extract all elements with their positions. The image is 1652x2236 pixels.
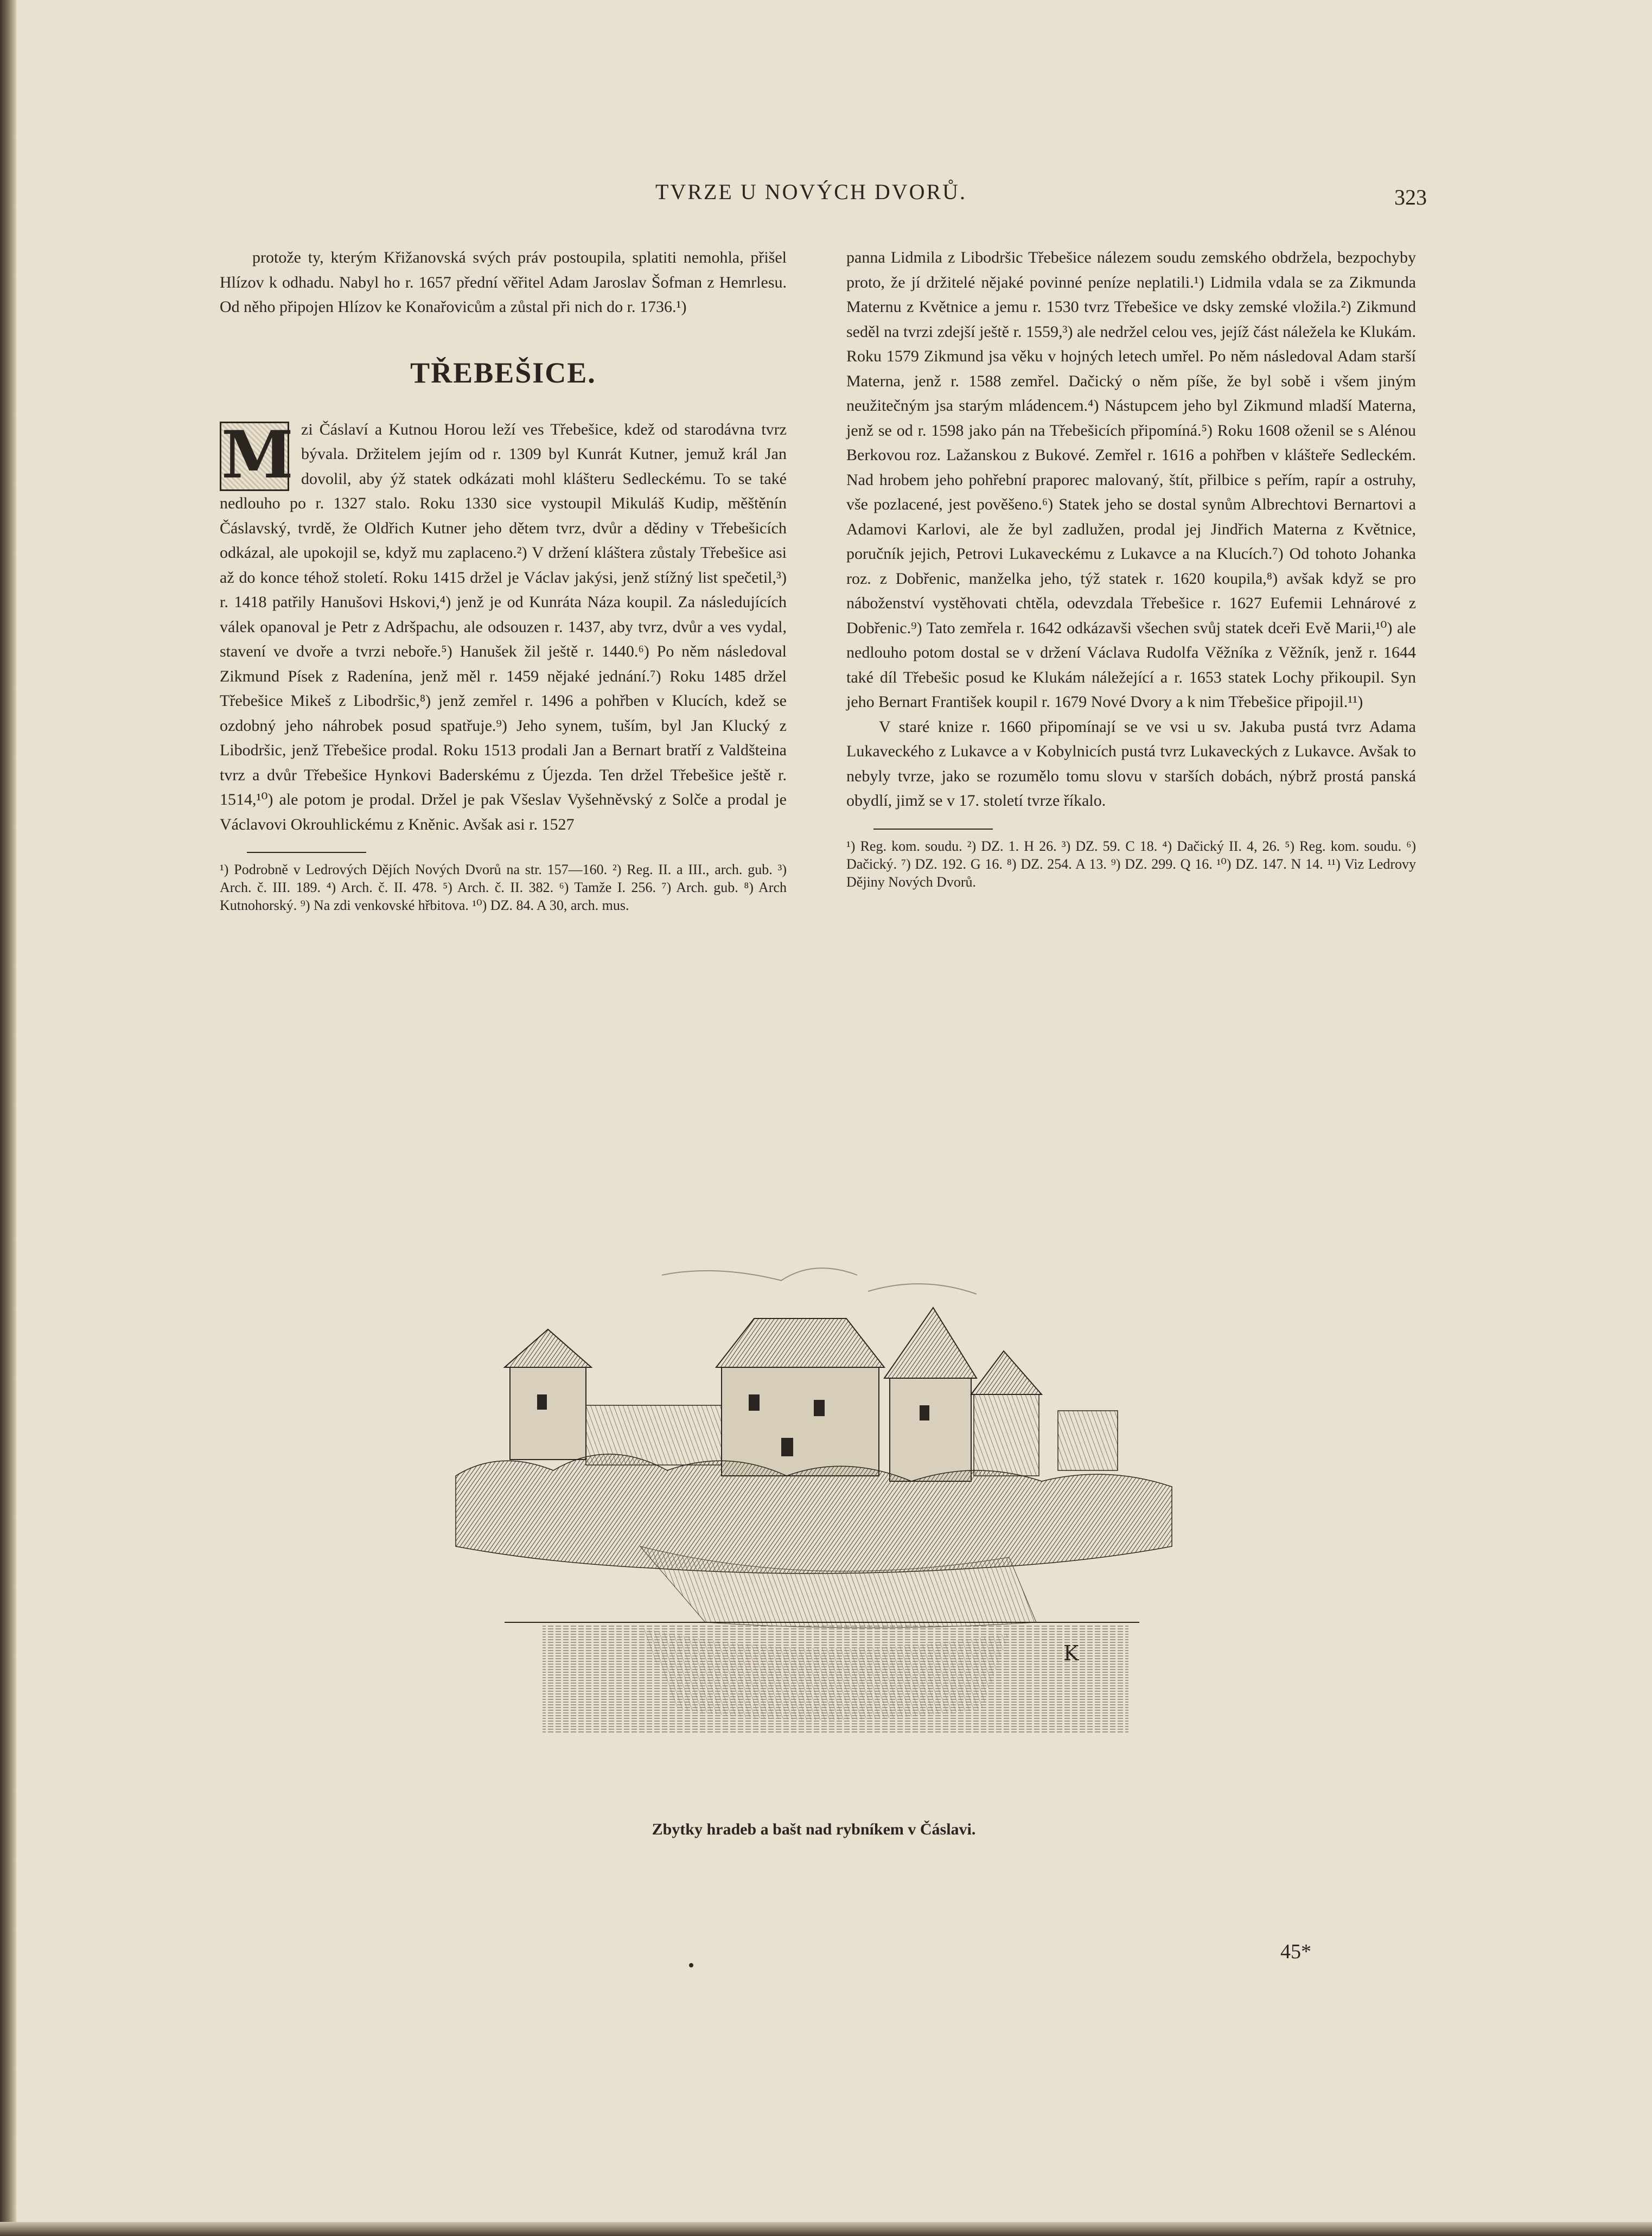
- signature-mark: 45*: [1280, 1940, 1311, 1963]
- left-footnotes: ¹) Podrobně v Ledrových Dějích Nových Dvorů na str. 157—160. ²) Reg. II. a III., arch. gub. ³) Arch. č. III. 189. ⁴) Arch. č. II. 478. ⁵) Arch. č. II. 382. ⁶) Tamže I. 256. ⁷) Arch. gub. ⁸) Arch Kutnohorský. ⁹) Na zdi venkovské hřbitova. ¹⁰) DZ. 84. A 30, arch. mus.: [220, 862, 787, 913]
- section-title: TŘEBEŠICE.: [410, 356, 596, 389]
- page-number: 323: [1394, 185, 1427, 209]
- main-paragraph: zi Čáslaví a Kutnou Horou leží ves Třebešice, kdež od starodávna tvrz bývala. Držitelem jejím od r. 1309 byl Kunrát Kutner, jemuž král Jan dovolil, aby ýž statek odkázati mohl klášteru Sedleckému. To se také nedlouho po r. 1327 stalo. Roku 1330 sice vystoupil Mikuláš Kudip, měštěnín Čáslavský, tvrdě, že Oldřich Kutner jeho dětem tvrz, dvůr a dědiny v Třebešicích odkázal, ale upokojil se, když mu zaplaceno.²) V držení kláštera zůstaly Třebešice asi až do konce téhož století. Roku 1415 držel je Václav jakýsi, jenž stížný list spečetil,³) r. 1418 patřily Hanušovi Hskovi,⁴) jenž je od Kunráta Náza koupil. Za následujících válek opanoval je Petr z Adršpachu, ale odsouzen r. 1437, aby tvrz, dvůr a ves vydal, stavení ve dvoře a tvrzi neboře.⁵) Hanušek žil ještě r. 1440.⁶) Po něm následoval Zikmund Písek z Radenína, jenž měl r. 1459 nějaké jednání.⁷) Roku 1485 držel Třebešice Mikeš z Libodršic,⁸) jenž zemřel r. 1496 a pohřben v Klucích, kdež se ozdobný jeho náhrobek posud spatřuje.⁹) Jeho synem, tuším, byl Jan Klucký z Libodršic, jenž Třebešice prodal. Roku 1513 prodali Jan a Bernart bratří z Valdšteina tvrz a dvůr Třebešice Hynkovi Baderskému z Újezda. Ten držel Třebešice ještě r. 1514,¹⁰) ale potom je prodal. Držel je pak Všeslav Vyšehněvský z Solče a prodal je Václavovi Okrouhlickému z Kněnic. Avšak asi r. 1527: [220, 420, 787, 833]
- right-footnotes: ¹) Reg. kom. soudu. ²) DZ. 1. H 26. ³) DZ. 59. C 18. ⁴) Dačický II. 4, 26. ⁵) Reg. kom. soudu. ⁶) Dačický. ⁷) DZ. 192. G 16. ⁸) DZ. 254. A 13. ⁹) DZ. 299. Q 16. ¹⁰) DZ. 147. N 14. ¹¹) Viz Ledrovy Dějiny Nových Dvorů.: [846, 838, 1416, 890]
- left-column: [220, 245, 787, 914]
- illustration-caption: Zbytky hradeb a bašt nad rybníkem v Čáslavi.: [652, 1820, 976, 1838]
- running-title: TVRZE U NOVÝCH DVORŮ.: [655, 180, 967, 204]
- footnote-rule: [873, 829, 993, 830]
- castle-engraving-illustration: [434, 1243, 1194, 1753]
- right-paragraph-2: V staré knize r. 1660 připomínají se ve vsi u sv. Jakuba pustá tvrz Adama Lukaveckého z Lukavce a v Kobylnicích pustá tvrz Lukaveckých z Lukavce. Avšak to nebyly tvrze, jako se rozumělo tomu slovu v starších dobách, nýbrž prostá panská obydlí, jimž se v 17. století tvrze říkalo.: [846, 717, 1416, 810]
- book-spine-shadow: [0, 0, 16, 2236]
- intro-paragraph: protože ty, kterým Křižanovská svých práv postoupila, splatiti nemohla, přišel Hlízov k odhadu. Nabyl ho r. 1657 přední věřitel Adam Jaroslav Šofman z Hemrlesu. Od něho připojen Hlízov ke Konařovicům a zůstal při nich do r. 1736.¹): [220, 249, 787, 316]
- ink-speck: [689, 1963, 693, 1967]
- artist-monogram: K: [1063, 1641, 1079, 1665]
- dropcap-letter: M: [220, 422, 289, 491]
- page-bottom-edge: [0, 2222, 1652, 2236]
- right-column: [846, 245, 1416, 891]
- footnote-rule: [247, 852, 366, 853]
- right-paragraph-1: panna Lidmila z Libodršic Třebešice nálezem soudu zemského obdržela, bezpochyby proto, že jí držitelé nějaké povinné peníze neplatili.¹) Lidmila vdala se za Zikmunda Maternu z Květnice a jemu r. 1530 tvrz Třebešice ve dsky zemské vložila.²) Zikmund seděl na tvrzi zdejší ještě r. 1559,³) ale nedržel celou ves, jejíž část náležela ke Klukám. Roku 1579 Zikmund jsa věku v hojných letech umřel. Po něm následoval Adam starší Materna, jenž r. 1588 zemřel. Dačický o něm píše, že byl sobě i všem jiným neužitečným jsa starým mládencem.⁴) Nástupcem jeho byl Zikmund mladší Materna, jenž se od r. 1598 jako pán na Třebešicích připomíná.⁵) Roku 1608 oženil se s Alénou Berkovou roz. Lažanskou z Bukové. Zemřel r. 1616 a pohřben v klášteře Sedleckém. Nad hrobem jeho pohřební praporec malovaný, štít, přilbice s peřím, rapír a ostruhy, vše pozlacené, jest pověšeno.⁶) Statek jeho se dostal synům Albrechtovi Bernartovi a Adamovi Karlovi, ale že byl zadlužen, prodal jej Jindřich Materna z Květnice, poručník jejich, Petrovi Lukaveckému z Lukavce a na Klucích.⁷) Od tohoto Johanka roz. z Dobřenic, manželka jeho, týž statek r. 1620 koupila,⁸) avšak když se pro náboženství vystěhovati chtěla, odevzdala Třebešice r. 1627 Eufemii Lehnárové z Dobřenic.⁹) Tato zemřela r. 1642 odkázavši všechen svůj statek dceři Evě Marii,¹⁰) ale nedlouho potom dostal se v držení Václava Rudolfa Věžníka z Věžník, jenž r. 1644 také díl Třebešic posud ke Klukám náležející a r. 1653 statek Lochy přikoupil. Syn jeho Bernart František koupil r. 1679 Nové Dvory a k nim Třebešice připojil.¹¹): [846, 249, 1416, 711]
